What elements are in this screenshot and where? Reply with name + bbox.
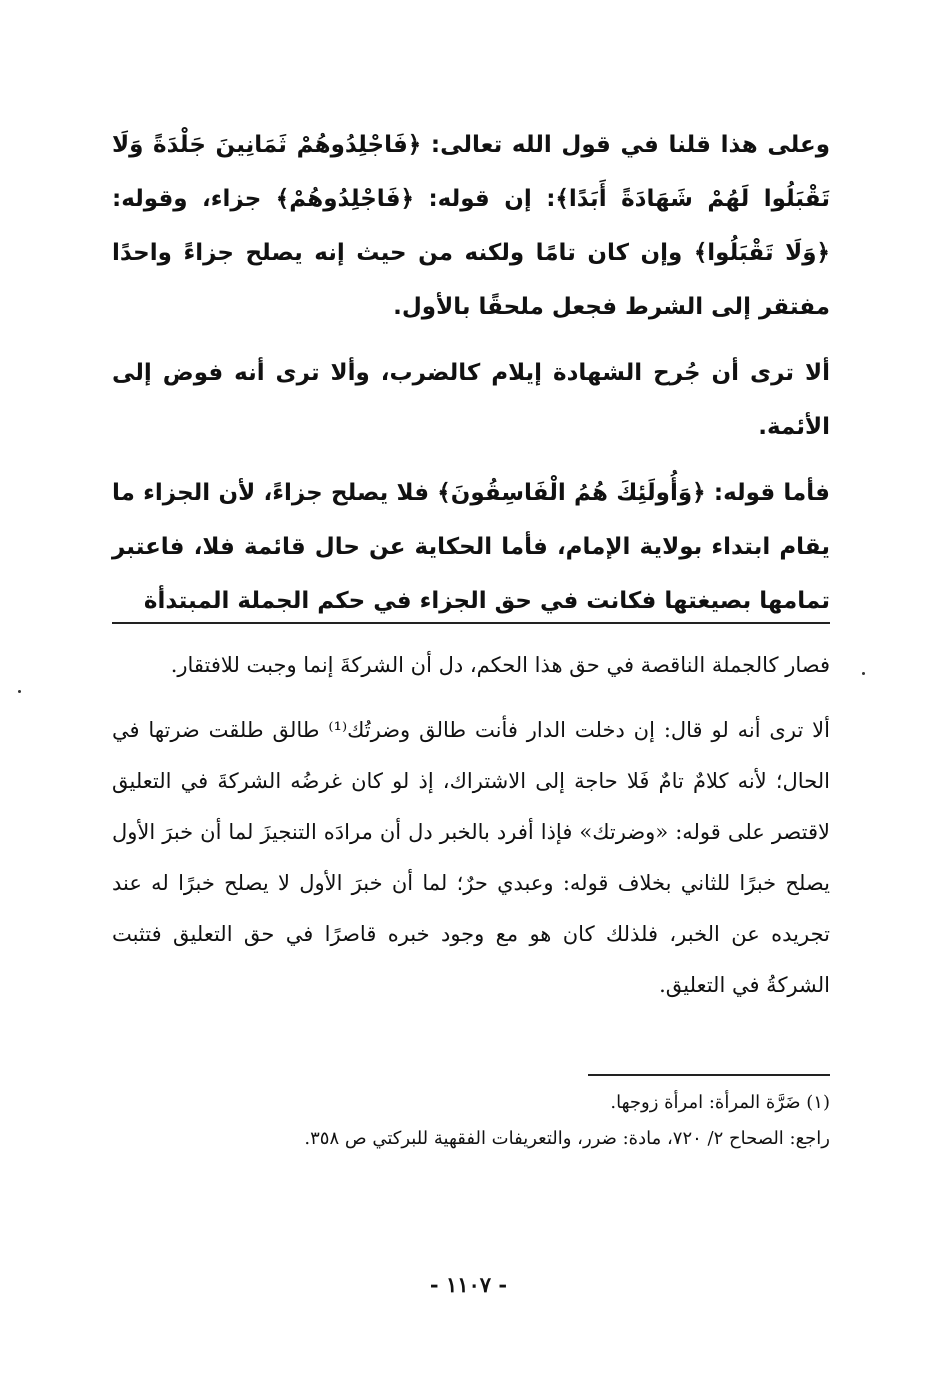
main-paragraph-1: وعلى هذا قلنا في قول الله تعالى: ﴿فَاجْلِدُوهُمْ ثَمَانِينَ جَلْدَةً وَلَا تَقْبَلُوا لَهُمْ شَهَادَةً أَبَدًا﴾: إن قوله: ﴿فَاجْلِدُوهُمْ﴾ جزاء، وقوله: ﴿وَلَا تَقْبَلُوا﴾ وإن كان تامًا ولكنه من حيث إنه يصلح جزاءً واحدًا مفتقر إلى الشرط فجعل ملحقًا بالأول. [112, 132, 830, 320]
main-text-block [112, 118, 830, 628]
main-paragraph-2: ألا ترى أن جُرح الشهادة إيلام كالضرب، وألا ترى أنه فوض إلى الأئمة. [112, 360, 830, 440]
commentary-paragraph-1: فصار كالجملة الناقصة في حق هذا الحكم، دل أن الشركةَ إنما وجبت للافتقار. [170, 653, 830, 677]
footnotes-block [112, 1085, 830, 1157]
main-paragraph-3: فأما قوله: ﴿وَأُولَئِكَ هُمُ الْفَاسِقُونَ﴾ فلا يصلح جزاءً، لأن الجزاء ما يقام ابتداء بولاية الإمام، فأما الحكاية عن حال قائمة فلا، فاعتبر تمامها بصيغتها فكانت في حق الجزاء في حكم الجملة المبتدأة [112, 480, 830, 614]
scan-speck [18, 690, 21, 693]
commentary-text-block [112, 640, 830, 1011]
scan-speck [862, 672, 865, 675]
footnote-1: (١) ضَرَّة المرأة: امرأة زوجها. [610, 1092, 830, 1113]
footnote-reference: راجع: الصحاح ٢/ ٧٢٠، مادة: ضرر، والتعريفات الفقهية للبركتي ص ٣٥٨. [304, 1128, 830, 1149]
commentary-paragraph-2: ألا ترى أنه لو قال: إن دخلت الدار فأنت طالق وضرتُك⁽¹⁾ طالق طلقت ضرتها في الحال؛ لأنه كلامٌ تامٌ فَلا حاجة إلى الاشتراك، إذ لو كان غرضُه الشركةَ في التعليق لاقتصر على قوله: «وضرتك» فإذا أفرد بالخبر دل أن مرادَه التنجيزَ لما أن خبرَ الأول يصلح خبرًا للثاني بخلاف قوله: وعبدي حرٌ؛ لما أن خبرَ الأول لا يصلح خبرًا له عند تجريده عن الخبر، فلذلك كان هو مع وجود خبره قاصرًا في حق التعليق فتثبت الشركةُ في التعليق. [112, 718, 830, 997]
page-number: - ١١٠٧ - [429, 1272, 508, 1297]
section-divider [112, 622, 830, 624]
footnote-divider [588, 1074, 830, 1076]
